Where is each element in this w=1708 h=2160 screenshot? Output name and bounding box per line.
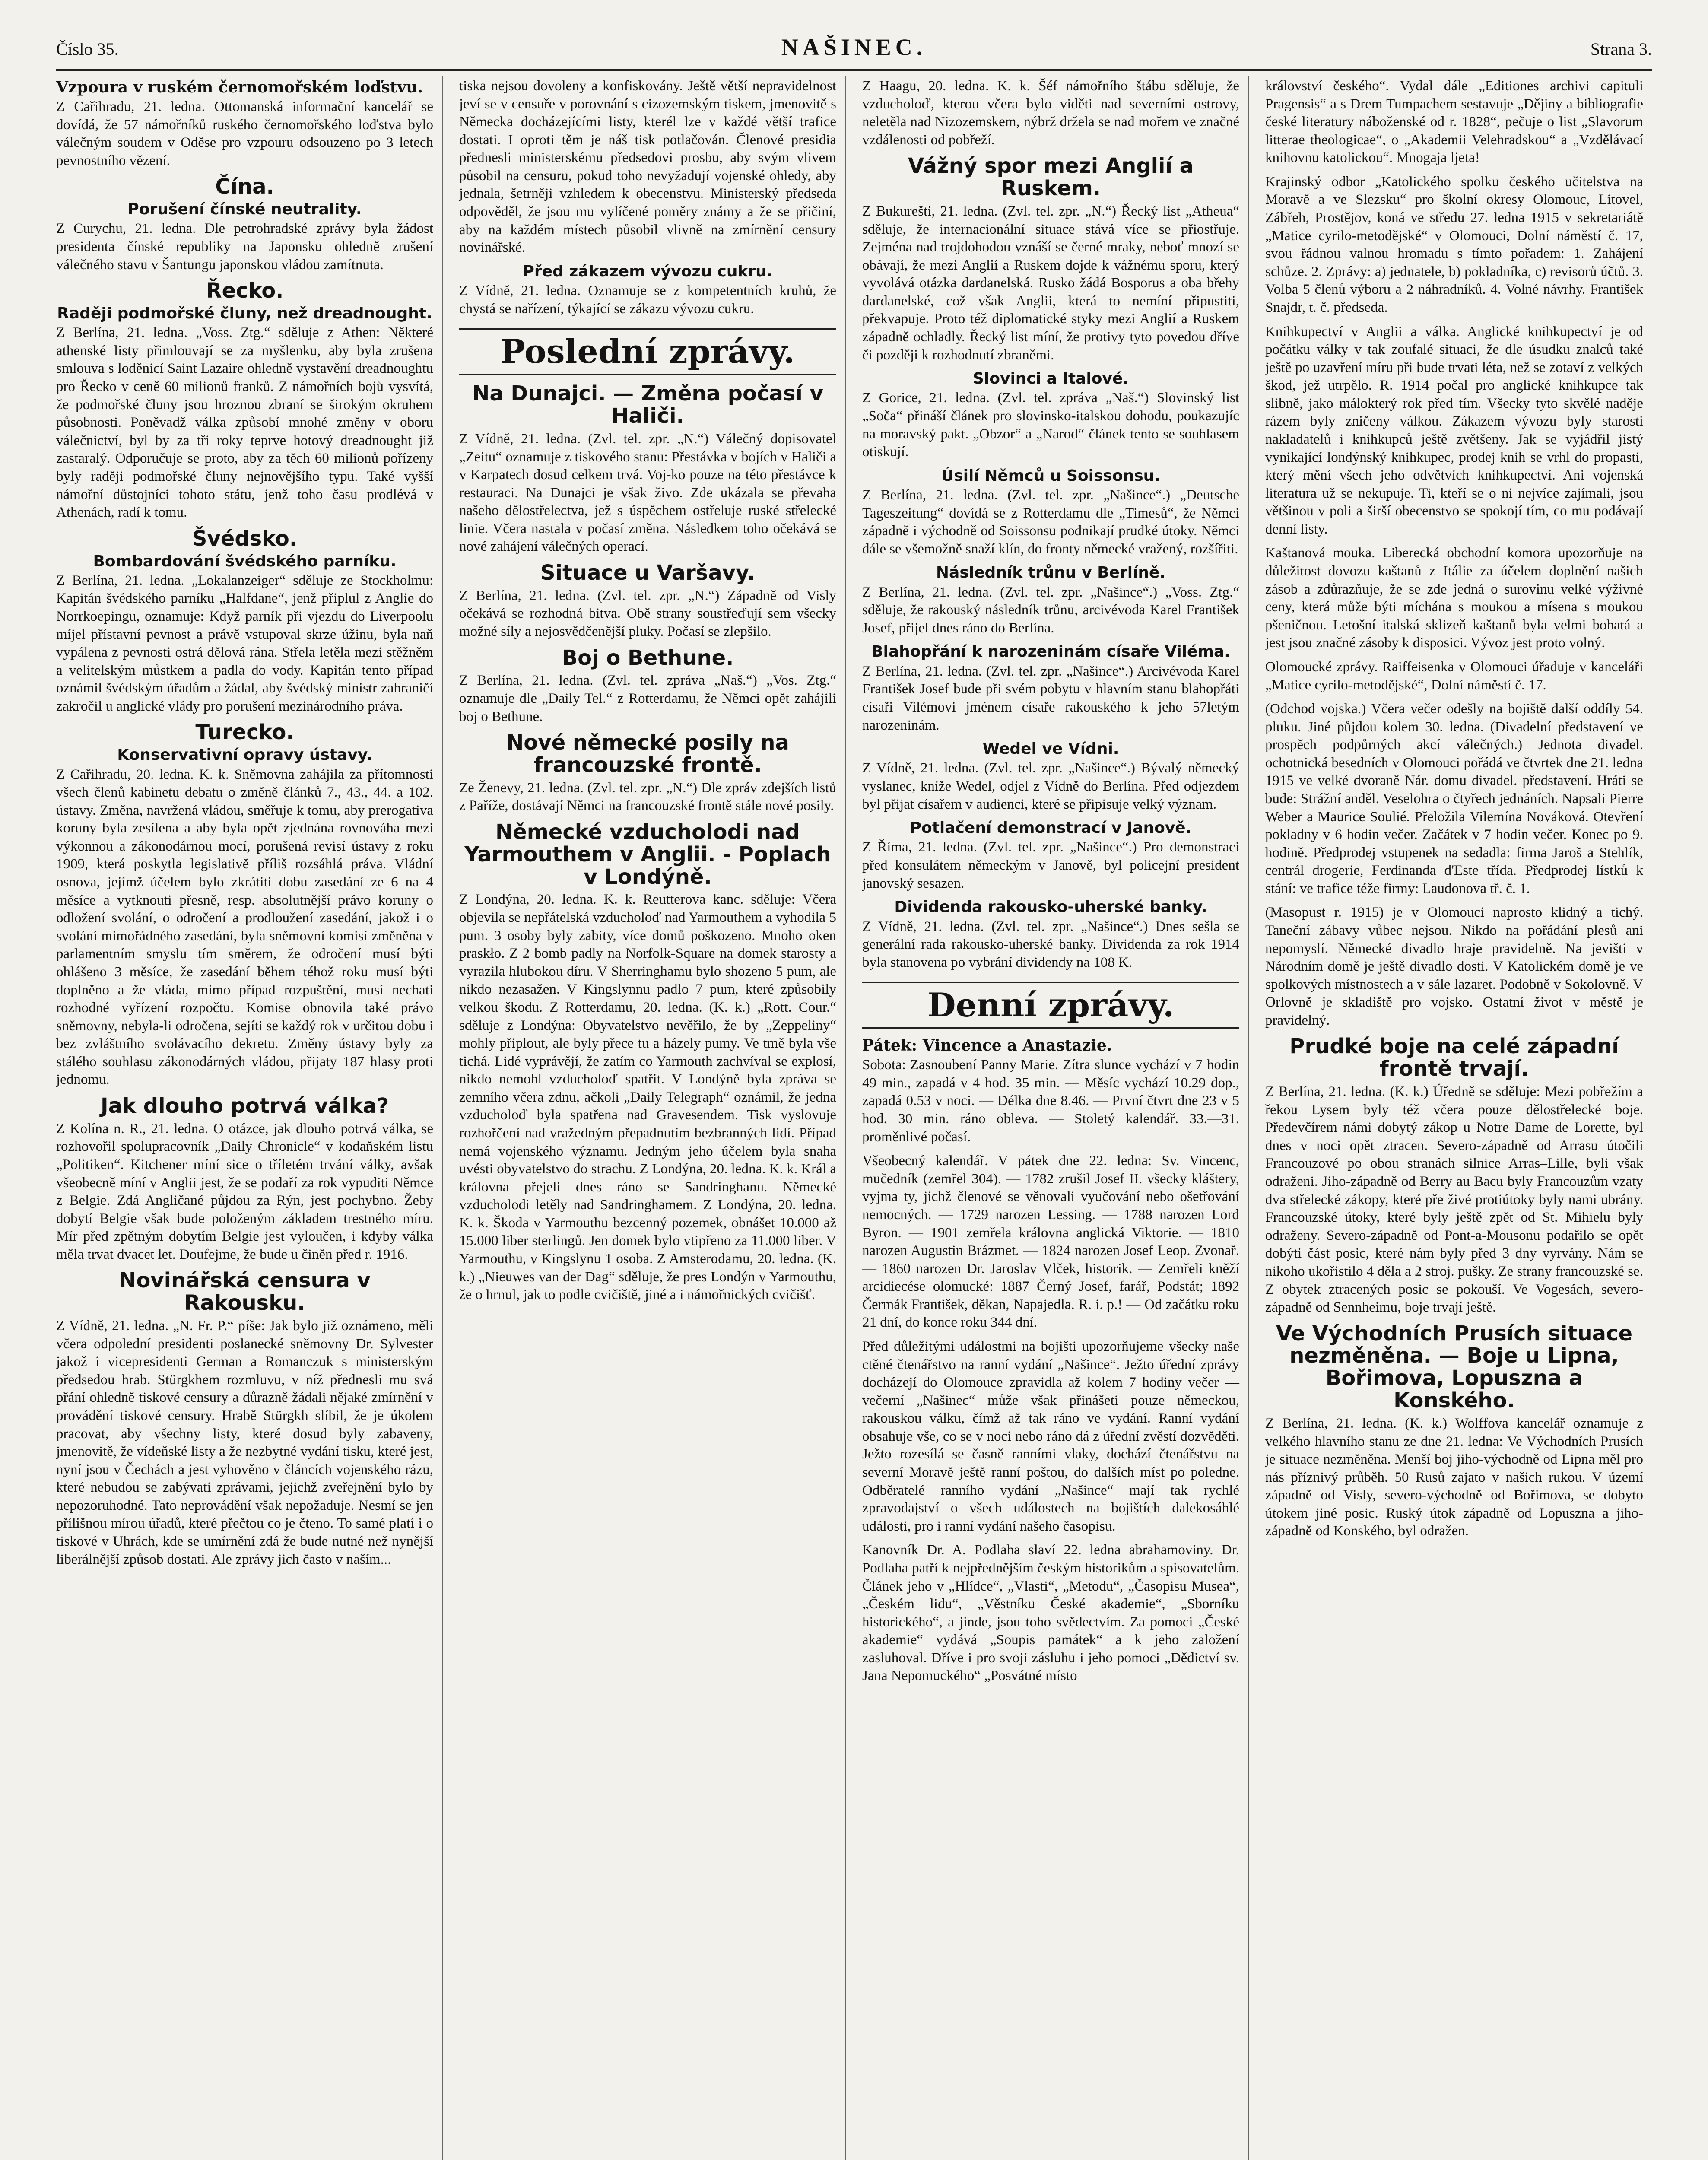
section-header xyxy=(862,982,1239,1029)
article-body: Sobota: Zasnoubení Panny Marie. Zítra slunce vychází v 7 hodin 49 min., zapadá v 4 hod. 35 min. — Měsíc vychází 10.29 dop., zapadá 0.53 v noci. — Délka dne 8.46. — První čtvrt dne 23 v 5 hod. 30 min. ráno obleva. — Stoletý kalendář. 33.—31. proměnlivé počasí. xyxy=(862,1057,1239,1145)
article-body: Z Londýna, 20. ledna. K. k. Reutterova kanc. sděluje: Včera objevila se nepřátelská vzducholoď nad Yarmouthem a vyhodila 5 pum. 3 osoby byly zabity, více domů poškozeno. Mnoho oken praskło. Z 2 bomb padly na Norfolk-Square na domek starosty a vyrazila hlubokou díru. V Sherringhamu bylo shozeno 5 pum, ale nikdo nezasažen. V Kingslynnu padlo 7 pum, které způsobily velkou škodu. Z Rotterdamu, 20. ledna. (K. k.) „Rott. Cour.“ sděluje z Londýna: Obyvatelstvo nevěřilo, že by „Zeppeliny“ mohly připlout, ale byly přece tu a házely pumy. Ve tmě byla vše tichá. Lidé vyprávějí, že zatím co Yarmouth zachvíval se explosí, nikdo nemohl vzducholoď spatřit. V Londýně byla zpráva se zemního včera zdnu, ačkoli „Daily Telegraph“ oznámil, že jedna vzducholoď byla spatřena nad Gravesendem. Tisk vyslovuje rozhořčení nad vražedným přepadnutím bezbranných lidí. Případ nemá vojenského významu. Jedným jeho účelem byla snaha uvésti obyvatelstvo do strachu. Z Londýna, 20. ledna. K. k. Král a královna přejeli dnes ráno se Sandringhanu. Německé vzducholodi letěly nad Sandringhamem. Z Londýna, 20. ledna. K. k. Škoda v Yarmouthu bezcenný pozemek, obnášet 10.000 až 15.000 liber sterlingů. Jen domek bylo vtipřeno za 11.000 liber. V Yarmouthu, v Kingslynu 1 osoba. Z Amsterodamu, 20. ledna. (K. k.) „Nieuwes van der Dag“ sděluje, že pres Londýn v Yarmouthu, že o hrnul, jak to podle cvičiště, jiné a i námořnických cvičišť. xyxy=(459,892,836,1303)
article-subheadline: Raději podmořské čluny, než dreadnought. xyxy=(57,305,432,323)
newspaper-columns xyxy=(56,76,1652,2160)
article xyxy=(862,155,1239,364)
article xyxy=(56,280,433,522)
article-subheadline: Úsilí Němců u Soissonsu. xyxy=(941,467,1160,485)
article xyxy=(862,1338,1239,1535)
article xyxy=(459,647,836,726)
article xyxy=(56,721,433,1089)
article-body: Z Cařihradu, 21. ledna. Ottomanská informační kancelář se dovídá, že 57 námořníků ruského černomořského loďstva bylo válečným soudem v Oděse pro vzpouru odsouzeno po 3 letech pevnostního vězení. xyxy=(56,99,433,168)
article xyxy=(1265,173,1643,317)
article-body: (Masopust r. 1915) je v Olomouci naprosto klidný a tichý. Taneční zábavy vůbec nejsou. Nikdo na pořádání plesů ani nepomyslí. Německé divadlo hraje pravidelně. Na jevišti v Národním domě je ještě divadlo dosti. V Katolickém domě je ve spolkových místnostech a v sále lazaret. Podobně v Sokolovně. V Orlovně je skladiště pro vojsko. Ostatní život v městě je pravidelný. xyxy=(1265,905,1643,1028)
article-body: Knihkupectví v Anglii a válka. Anglické knihkupectví je od počátku války v tak zoufalé situaci, že dle úsudku znalců také ještě po uzavření míru při bude trvati léta, než se zotaví z velkých škod, jež utrpělo. R. 1914 počal pro anglické knihkupce tak slibně, jako málokterý rok před tím. Všecky tyto skvělé naděje rázem byly zničeny válkou. Zákazem vývozu byly starosti nakladatelů i knihkupců ještě zvětšeny. Jak se vyjádřil jistý vynikající londýnský knihkupec, prodej knih se vrhl do propasti, který mění všech jeho odvětvích knihkupectví. Ani vojenská literatura už se nekupuje. Ti, kteří se o ni nejvíce zajímali, jsou většinou v poli a širší obecenstvo se spokojí tím, co mu podávají denní listy. xyxy=(1265,324,1643,537)
article xyxy=(56,78,433,170)
article xyxy=(1265,77,1643,167)
article-body: Ze Ženevy, 21. ledna. (Zvl. tel. zpr. „N.“) Dle zpráv zdejších listů z Paříže, dostávají Němci na francouzské frontě stále nové posily. xyxy=(459,780,836,814)
article-body: Z Vídně, 21. ledna. (Zvl. tel. zpr. „Našince“.) Dnes sešla se generální rada rakousko-uherské banky. Dividenda za rok 1914 byla stanovena po vybrání dividendy na 108 K. xyxy=(862,918,1239,970)
column-3 xyxy=(862,76,1249,2160)
article-body: Z Říma, 21. ledna. (Zvl. tel. zpr. „Našince“.) Pro demonstraci před konsulátem německým v Janově, byl policejní president janovský sesazen. xyxy=(862,839,1239,891)
article-headline: Situace u Varšavy. xyxy=(540,561,756,585)
article-body: Z Vídně, 21. ledna. Oznamuje se z kompetentních kruhů, že chystá se nařízení, týkající se zákazu vývozu cukru. xyxy=(459,283,836,317)
article xyxy=(862,820,1239,893)
article-subheadline: Potlačení demonstrací v Janově. xyxy=(910,819,1192,837)
article xyxy=(56,1270,433,1569)
article-headline: Turecko. xyxy=(195,720,294,745)
article-headline: Švédsko. xyxy=(192,526,298,551)
article-body: Z Gorice, 21. ledna. (Zvl. tel. zpráva „Naš.“) Slovinský list „Soča“ přináší článek pro slovinsko-italskou dohodu, poukazujíc na moravský pakt. „Obzor“ a „Narod“ článek tento se souhlasem otiskují. xyxy=(862,390,1239,460)
article-body: Z Vídně, 21. ledna. „N. Fr. P.“ píše: Jak bylo již oznámeno, měli včera odpolední presidenti poslanecké sněmovny Dr. Sylvester jakož i vicepresidenti German a Romanczuk s ministerským předsedou hrab. Stürgkhem rozmluvu, v níž přednesli mu svá přání ohledně tiskové censury a důrazně žádali nějaké zmírnění v provádění tiskové censury. Hrabě Stürgkh slíbil, že je úkolem pracovat, aby všechny listy, které dosud byly zabaveny, jmenovitě, že vídeňské listy a že nezbytné vydání tisku, které jest, nyní jsou v Čechách a jest vyhověno v článcích vojenského rázu, které nebudou se zabývati zprávami, jejichž zveřejnění bylo by nepozoruhodné. Tato neprovádění však nepožaduje. Nesmí se jen přílišnou mírou úřadů, které přečtou co je čteno. To samé platí i o tiskové v Uhrách, kde se umírnění zdá že bude nutné než nynější liberálnější způsob dostati. Ale zprávy jich často v naším... xyxy=(56,1318,433,1567)
article-body: Krajinský odbor „Katolického spolku českého učitelstva na Moravě a ve Slezsku“ pro školní okresy Olomouc, Litovel, Zábřeh, Prostějov, koná ve středu 27. ledna 1915 v sekretariátě „Matice cyrilo-metodějské“ v Olomouci, Dolní náměstí č. 17, svou řádnou valnou hromadu s tímto pořadem: 1. Zahájení schůze. 2. Zprávy: a) jednatele, b) pokladníka, c) revisorů účtů. 3. Volba 5 členů výboru a 2 náhradníků. 4. Volné návrhy. František Snajdr, t. č. předseda. xyxy=(1265,174,1643,315)
article-headline: Řecko. xyxy=(206,279,284,303)
article xyxy=(1265,658,1643,694)
article xyxy=(1265,323,1643,539)
article-body: Z Kolína n. R., 21. ledna. O otázce, jak dlouho potrvá válka, se rozhovořil spolupracovník „Daily Chronicle“ v kodaňském listu „Politiken“. Kitchener míní sice o tříletém trvání války, avšak všeobecně míní v Anglii jest, že se podaří za rok vypuditi Němce z Belgie. Zdá Angličané půjdou za Rýn, jest pochybno. Žeby dobytí Belgie však bude položeným základem trestného míru. Mír před zpětným dobytím Belgie jest vyloučen, i kdyby válka měla trvat dvacet let. Doufejme, že bude u činěn před r. 1916. xyxy=(56,1121,433,1262)
article-body: Z Berlína, 21. ledna. (Zvl. tel. zpr. „Našince“.) „Deutsche Tageszeitung“ dovídá se z Rotterdamu dle „Timesů“, že Němci západně i východně od Soissonsu podnikají prudké útoky. Němci dále se všemožně snaží klín, do fronty německé vražený, rozšířiti. xyxy=(862,487,1239,557)
article-body: Před důležitými událostmi na bojišti upozorňujeme všecky naše ctěné čtenářstvo na ranní vydání „Našince“. Ježto úřední zprávy docházejí do Olomouce zpravidla až kolem 7 hodiny večer — večerní „Našinec“ může však přinášeti pouze německou, rakouskou válku, čímž až tak ráno ve vydání. Ranní vydání obsahuje vše, co se v noci nebo ráno dá z úřední zvěstí dozvěděti. Ježto rozesílá se časně ranními vlaky, dochází čtenářstvu na severní Moravě ještě ranní poštou, do dalších míst po poledne. Odběratelé ranního vydání „Našince“ mají tak rychlé zpravodajství o všech událostech na bojištích dalekosáhlé události, pro i ranní vydání našeho časopisu. xyxy=(862,1338,1239,1534)
article xyxy=(862,77,1239,149)
issue-number: Číslo 35. xyxy=(56,39,119,59)
article-subheadline: Před zákazem vývozu cukru. xyxy=(523,262,773,280)
article-body: Z Berlína, 21. ledna. (K. k.) Úředně se sděluje: Mezi pobřežím a řekou Lysem byly též včera pouze dělostřelecké boje. Předevčírem námi dobytý zákop u Notre Dame de Lorette, byl dnes v noci opět ztracen. Severo-západně od Arrasu útočili Francouzové po obou stranách silnice Arras–Lille, byli však odraženi. Jiho-západně od Berry au Bacu byly Francouzům vzaty dva střelecké zákopy, které pře živé protiútoky byly nami ubrány. Francouzské útoky, které byly ještě zpět od St. Mihielu byly odraženy. Severo-západně od Pont-a-Mousonu podařilo se opět dobýti část posic, které nám byly před 3 dny vyrvány. Nám se nikoho ukořistilo 4 děla a 2 stroj. pušky. Ze strany francouzské se. Z obytek ztracených posic se pokouší. Ve Vogesách, severo-západně od Sennheimu, boje trvají ještě. xyxy=(1265,1084,1643,1315)
article-subheadline: Porušení čínské neutrality. xyxy=(127,200,362,219)
column-4 xyxy=(1265,76,1652,2160)
article-headline: Německé vzducholodi nad Yarmouthem v Anglii. - Poplach v Londýně. xyxy=(464,820,831,889)
column-2 xyxy=(459,76,846,2160)
article xyxy=(862,740,1239,813)
section-header xyxy=(459,328,836,375)
article xyxy=(862,1152,1239,1332)
article xyxy=(1265,1323,1643,1541)
article-subheadline: Slovinci a Italové. xyxy=(972,370,1129,388)
article xyxy=(1265,544,1643,652)
article-headline: Novinářská censura v Rakousku. xyxy=(119,1268,371,1315)
article-body: Z Berlína, 21. ledna. (Zvl. tel. zpr. „N.“) Západně od Visly očekává se rozhodná bitva. Obě strany soustřeďují sem všecky možné síly a nejosvědčenější pluky. Počasí se zlepšilo. xyxy=(459,588,836,640)
article xyxy=(459,732,836,815)
article-body: Z Berlína, 21. ledna. „Voss. Ztg.“ sděluje z Athen: Některé athenské listy přimlouvají se za myšlenku, aby byla zrušena smlouva s loděnicí Saint Lazaire ohledně vystavění dreadnoughtu pro Řecko v ceně 60 milionů franků. Z námořních bojů vysvítá, že podmořské čluny jsou hroznou zbraní se širokým okruhem působnosti. Poněvadž válka způsobí mnohé změny v oboru válečnictví, byl by za tři roky teprve hotový dreadnought již zastaralý. Odporučuje se proto, aby za těch 60 milionů pořízeny byly raději podmořské čluny nejnovějšího typu. Také vyšší námořní důstojníci tohoto státu, jenž toho času prodlévá v Athenách, radí k tomu. xyxy=(56,325,433,521)
article xyxy=(862,564,1239,637)
article-body: Z Vídně, 21. ledna. (Zvl. tel. zpr. „N.“) Válečný dopisovatel „Zeitu“ oznamuje z tiskového stanu: Přestávka v bojích v Haliči a v Karpatech dosud celkem trvá. Voj-ko pouze na této přestávce k restauraci. Na Dunajci je však živo. Zde ukázala se převaha našeho dělostřelectva, jež s úspěchem ostřeluje ruské střelecké linie. Včera nastala v počasí změna. Následkem toho očekává se nové zahájení válečných operací. xyxy=(459,431,836,555)
article-headline: Vážný spor mezi Anglií a Ruskem. xyxy=(908,154,1194,201)
article xyxy=(1265,700,1643,898)
article-body: Z Berlína, 21. ledna. (Zvl. tel. zpr. „Našince“.) „Voss. Ztg.“ sděluje, že rakouský následník trůnu, arcivévoda Karel František Josef, přijel dnes ráno do Berlína. xyxy=(862,584,1239,636)
article-headline: Ve Východních Prusích situace nezměněna. — Boje u Lipna, Bořimova, Lopuszna a Konského. xyxy=(1276,1321,1633,1413)
article-lead: Pátek: Vincence a Anastazie. xyxy=(862,1036,1112,1055)
article-subheadline: Následník trůnu v Berlíně. xyxy=(936,564,1166,582)
article-subheadline: Dividenda rakousko-uherské banky. xyxy=(894,898,1207,916)
article-subheadline: Konservativní opravy ústavy. xyxy=(117,746,372,764)
article-body: Z Cařihradu, 20. ledna. K. k. Sněmovna zahájila za přítomnosti všech členů kabinetu debatu o změně článků 7., 43., 44. a 102. ústavy. Změna, navržená vládou, směřuje k tomu, aby prerogativa koruny byla zesílena a aby byla opět zjednána rovnováha mezi výkonnou a zákonodárnou mocí, porušená revisí ústavy z roku 1909, která poskytla legislativě příliš rozsáhlá práva. Vládní osnova, jejímž účelem bylo zkrátiti dobu zasedání ze 6 na 4 měsíce a vytknouti přesně, resp. absolutnější právo koruny o odložení svolání, o odročení a prodloužení zasedání, jakož i o svolání mimořádného zasedání, byla sněmovní komisí změněna v parlamentním smyslu tím směrem, že odročení musí býti ohlášeno 3 měsíce, že zasedání během téhož roku musí býti doplněno a že vláda, mimo případ rozpuštění, musí nechati rozhodné vyřízení rozpočtu. Komise obnovila také právo sněmovny, nebyla-li odročena, sejíti se každý rok v určitou dobu i bez zvláštního svolávacího dekretu. Změny ústavy byly za stálého souhlasu zákonodárných vládou, přijaty 187 hlasy proti jednomu. xyxy=(56,766,433,1088)
article xyxy=(1265,1036,1643,1316)
article-body: Z Curychu, 21. ledna. Dle petrohradské zprávy byla žádost presidenta čínské republiky na Japonsku ohledně zrušení válečného stavu v Šantungu japonskou vládou zamítnuta. xyxy=(56,221,433,273)
article-headline: Denní zprávy. xyxy=(862,982,1239,1029)
article xyxy=(862,1541,1239,1685)
article xyxy=(459,263,836,318)
article-lead: Vzpoura v ruském černomořském loďstvu. xyxy=(56,78,423,96)
article xyxy=(459,77,836,257)
article-body: Kanovník Dr. A. Podlaha slaví 22. ledna abrahamoviny. Dr. Podlaha patří k nejpřednějším českým historikům a spisovatelům. Článek jeho v „Hlídce“, „Vlasti“, „Metodu“, „Časopisu Musea“, „Českém lidu“, „Věstníku České akademie“, „Sborníku historického“, a jinde, jsou toho svědectvím. Za pomoci „České akademie“ vydává „Soupis památek“ a k jeho založení zasluhoval. Dříve i pro svoji zásluhu i jeho pomoci „Dědictví sv. Jana Nepomuckého“ „Posvátné místo xyxy=(862,1542,1239,1684)
article-body: Z Berlína, 21. ledna. (Zvl. tel. zpráva „Naš.“) „Vos. Ztg.“ oznamuje dle „Daily Tel.“ z Rotterdamu, že Němci opět zahájili boj o Bethune. xyxy=(459,673,836,724)
article-body: (Odchod vojska.) Včera večer odešly na bojiště další oddíly 54. pluku. Jiné půjdou kolem 30. ledna. (Divadelní představení ve prospěch podpůrných akcí válečných.) Jednota divadel. ochotnická besedních v Olomouci pořádá ve čtvrtek dne 21. ledna 1915 ve velké dvoraně Nár. domu divadel. představení. Hráti se bude: Strážní anděl. Veselohra o čtyřech jednáních. Napsali Pierre Weber a Maurice Soulié. Přeložila Vilemína Nováková. Otevření pokladny v 6 hodin večer. Začátek v 7 hodin večer. Konec po 9. hodině. Předprodej vstupenek na sedadla: firma Jaroš a Stehlík, centrál drogerie, Ferdinanda d'Este třída. Předprodej lístků k stání: ve trafice téže firmy: Laudonova tř. č. 1. xyxy=(1265,701,1643,896)
article xyxy=(862,643,1239,734)
article xyxy=(862,899,1239,972)
article-subheadline: Blahopřání k narozeninám císaře Viléma. xyxy=(871,643,1230,661)
article-body: Olomoucké zprávy. Raiffeisenka v Olomouci úřaduje v kanceláři „Matice cyrilo-metodějské“, Dolní náměstí č. 17. xyxy=(1265,659,1643,693)
article xyxy=(56,528,433,716)
article-headline: Na Dunajci. — Změna počasí v Haliči. xyxy=(472,381,823,429)
article-body: Kaštanová mouka. Liberecká obchodní komora upozorňuje na důležitost dovozu kaštanů z Itálie za účelem doplnění našich zásob a zdůrazňuje, že se zde jedná o surovinu velké výživné ceny, která může býti míchána s moukou a mísena s moukou pšeničnou. Letošní italská sklizeň kaštanů byla velmi bohatá a jest jsou značné zásoby k disposici. Vývoz jest proto volný. xyxy=(1265,545,1643,651)
article-body: Z Haagu, 20. ledna. K. k. Šéf námořního štábu sděluje, že vzducholoď, kterou včera bylo viděti nad severními ostrovy, neletěla nad Nizozemskem, nýbrž držela se nad mořem ve značné vzdálenosti od pobřeží. xyxy=(862,78,1239,148)
article xyxy=(459,562,836,641)
article-subheadline: Wedel ve Vídni. xyxy=(982,740,1119,758)
article xyxy=(459,821,836,1304)
article-headline: Prudké boje na celé západní frontě trvají. xyxy=(1289,1034,1619,1081)
article-body: Z Berlína, 21. ledna. (K. k.) Wolffova kancelář oznamuje z velkého hlavního stanu ze dne 21. ledna: Ve Východních Prusích je situace nezměněna. Menší boj jiho-východně od Lipna měl pro nás příznivý průběh. 50 Rusů zajato v našich rukou. V území západně od Visly, severo-východně od Bořimova, se dobyto útokem jiné posic. Ruský útok západně od Lopuszna a jiho-západně od Konského, byl odražen. xyxy=(1265,1415,1643,1539)
article-body: tiska nejsou dovoleny a konfiskovány. Ještě větší nepravidelnost jeví se v censuře v porovnání s cizozemským tiskem, jmenovitě s Německa docházejícími listy, kterél lze v každé větší trafice dostati. I oproti těm je náš tisk potlačován. Členové presidia přednesli ministerskému předsedovi prosbu, aby svým vlivem působil na censuru, pokud toho nevyžadují vojenské ohledy, aby jednala, šetrněji vzhledem k obecenstvu. Ministerský předseda odpověděl, že jsou mu vylíčené poměry známy a že se přičiní, aby na každém místech působil vlivně na zmírnění censury novinářské. xyxy=(459,78,836,256)
article xyxy=(56,176,433,274)
article-body: Z Vídně, 21. ledna. (Zvl. tel. zpr. „Našince“.) Bývalý německý vyslanec, kníže Wedel, odjel z Vídně do Berlína. Před odjezdem byl přijat císařem v audienci, které se připisuje velký význam. xyxy=(862,760,1239,812)
article-headline: Boj o Bethune. xyxy=(562,645,734,670)
article-headline: Čína. xyxy=(215,175,274,199)
article-body: Všeobecný kalendář. V pátek dne 22. ledna: Sv. Vincenc, mučedník (zemřel 304). — 1782 zrušil Josef II. všecky kláštery, vyjma ty, jichž členové se věnovali vyučování nebo ošetřování nemocných. — 1729 narozen Lessing. — 1788 narozen Lord Byron. — 1901 zemřela královna anglická Viktorie. — 1810 narozen Augustin Brázmet. — 1824 narozen Josef Leop. Zvonař. — 1860 narozen Dr. Jaroslav Vlček, historik. — Zemřeli kněží arcidiecése olomucké: 1887 Černý Josef, farář, Podstát; 1892 Čermák František, děkan, Napajedla. R. i. p.! — Od začátku roku 21 dní, do konce roku 344 dní. xyxy=(862,1153,1239,1331)
masthead: NAŠINEC. xyxy=(781,34,927,60)
article-headline: Poslední zprávy. xyxy=(459,328,836,375)
page-header xyxy=(56,30,1652,71)
article-headline: Jak dlouho potrvá válka? xyxy=(100,1094,389,1118)
column-1 xyxy=(56,76,443,2160)
article xyxy=(1265,904,1643,1029)
article-body: Z Berlína, 21. ledna. (Zvl. tel. zpr. „Našince“.) Arcivévoda Karel František Josef bude při svém pobytu v hlavním stanu blahopřáti císaři Vilémovi jménem císaře rakouského k jeho 57letým narozeninám. xyxy=(862,663,1239,733)
article xyxy=(56,1095,433,1264)
article-body: království českého“. Vydal dále „Editiones archivi capituli Pragensis“ a s Drem Tumpachem sestavuje „Dějiny a bibliografie české literatury náboženské od r. 1828“, pečuje o list „Slavorum litterae theologicae“, o „Akademii Velehradskou“ a „Vzdělávací knihovnu katolickou“. Mnogaja ljeta! xyxy=(1265,78,1643,166)
article-body: Z Bukurešti, 21. ledna. (Zvl. tel. zpr. „N.“) Řecký list „Atheua“ sděluje, že internacionální situace stává více se přiostřuje. Zejména nad trojdohodou vznáší se černé mraky, neboť mnozí se obávají, že mezi Anglií a Ruskem dojde k vážnému sporu, který vyvolává otázka dardanelská. Rusko žádá Bosporus a oba břehy dardanelské, což však Anglii, která to nemíní připustiti, překvapuje. Proto též diplomatické styky mezi Anglií a Ruskem západně ochladly. Řecký list míní, že protivy tyto povedou dříve či později k rozhodnutí zbraněmi. xyxy=(862,203,1239,363)
article-headline: Nové německé posily na francouzské frontě. xyxy=(506,731,789,777)
article xyxy=(459,383,836,556)
article-subheadline: Bombardování švédského parníku. xyxy=(93,552,397,570)
article xyxy=(862,467,1239,559)
article-body: Z Berlína, 21. ledna. „Lokalanzeiger“ sděluje ze Stockholmu: Kapitán švédského parníku „Halfdane“, jenž připlul z Anglie do Norrkoepingu, oznamuje: Když parník při vjezdu do Liverpoolu míjel přístavní pevnost a právě vstupoval skrze úžinu, byla naň vypálena z pevnosti ostrá dělová rána. Střela letěla mezi stěžněm a velitelským můstkem a padla do vody. Kapitán tento případ oznámil švédským úřadům a žádal, aby švédský ministr zahraničí zakročil u anglické vlády pro porušení mezinárodního práva. xyxy=(56,572,433,714)
page-number: Strana 3. xyxy=(1590,39,1652,59)
article xyxy=(862,370,1239,461)
article xyxy=(862,1036,1239,1146)
